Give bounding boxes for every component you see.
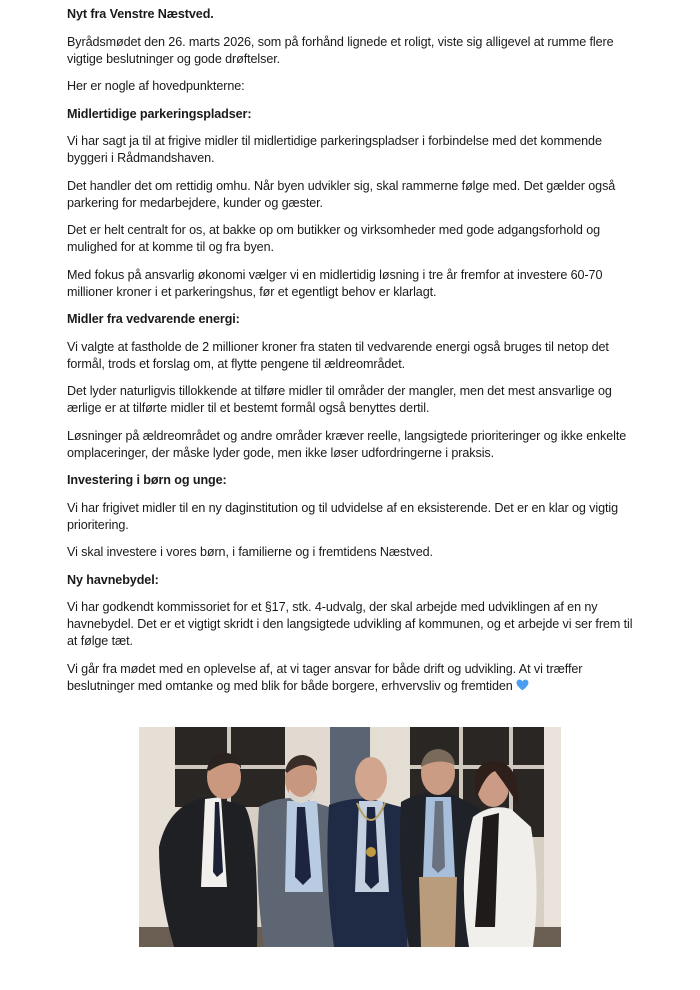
- paragraph: Vi har sagt ja til at frigive midler til midlertidige parkeringspladser i forbindelse med det kommende byggeri i Rådmandshaven.: [67, 134, 602, 165]
- document-title: Nyt fra Venstre Næstved.: [67, 7, 214, 21]
- section-heading-children: Investering i børn og unge:: [67, 473, 227, 487]
- paragraph: Vi har godkendt kommissoriet for et §17, stk. 4-udvalg, der skal arbejde med udviklingen af en ny havnebydel. Det er et vigtigt skridt i den langsigtede udvikling af kommunen, og et arbejde vi ser frem til at følge tæt.: [67, 600, 633, 648]
- paragraph: Løsninger på ældreområdet og andre områder kræver reelle, langsigtede prioriteringer og ikke enkelte omplaceringer, der måske lyder gode, men ikke løser udfordringerne i praksis.: [67, 428, 627, 460]
- paragraph: Det er helt centralt for os, at bakke op om butikker og virksomheder med gode adgangsforhold og mulighed for at komme til og fra byen.: [67, 223, 601, 254]
- section-heading-parking: Midlertidige parkeringspladser:: [67, 106, 252, 121]
- blue-heart-icon: [516, 679, 529, 691]
- closing-paragraph: [67, 661, 642, 695]
- intro-paragraph: Byrådsmødet den 26. marts 2026, som på forhånd lignede et roligt, viste sig alligevel at rumme flere vigtige beslutninger og gode drøftelser.: [67, 34, 614, 66]
- paragraph: Det lyder naturligvis tillokkende at tilføre midler til områder der mangler, men det mest ansvarlige og ærlige er at tilførte midler til et bestemt formål også benyttes dertil.: [67, 384, 612, 415]
- lead-paragraph: Her er nogle af hovedpunkterne:: [67, 79, 245, 93]
- paragraph: Vi skal investere i vores børn, i familierne og i fremtidens Næstved.: [67, 545, 433, 559]
- paragraph: Vi har frigivet midler til en ny daginstitution og til udvidelse af en eksisterende. Det er en klar og vigtig prioritering.: [67, 500, 618, 532]
- section-heading-energy: Midler fra vedvarende energi:: [67, 312, 240, 326]
- closing-text: Vi går fra mødet med en oplevelse af, at vi tager ansvar for både drift og udvikling. At vi træffer beslutninger med omtanke og med blik for både borgere, erhvervsliv og fremtiden: [67, 661, 583, 693]
- paragraph: Vi valgte at fastholde de 2 millioner kroner fra staten til vedvarende energi også bruges til netop det formål, trods et forslag om, at flytte pengene til ældreområdet.: [67, 339, 609, 371]
- paragraph: Det handler det om rettidig omhu. Når byen udvikler sig, skal rammerne følge med. Det gælder også parkering for medarbejdere, kunder og gæster.: [67, 178, 616, 210]
- group-photo: [139, 727, 561, 947]
- paragraph: Med fokus på ansvarlig økonomi vælger vi en midlertidig løsning i tre år fremfor at investere 60-70 millioner kroner i et parkeringshus, før et egentligt behov er klarlagt.: [67, 267, 603, 299]
- section-heading-harbour: Ny havnebydel:: [67, 572, 159, 587]
- group-photo-illustration: [139, 727, 561, 947]
- document: [67, 6, 642, 705]
